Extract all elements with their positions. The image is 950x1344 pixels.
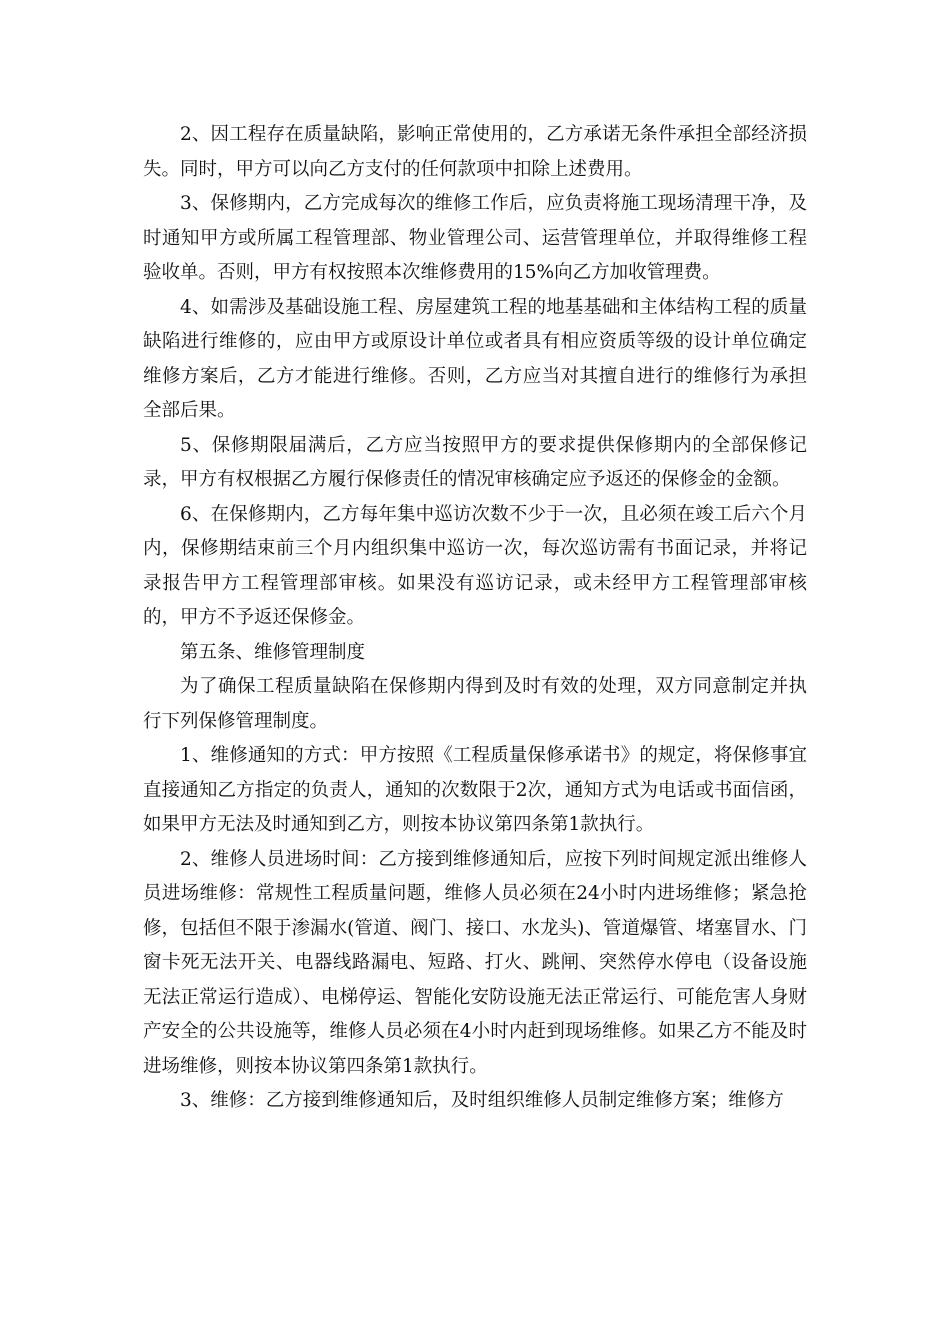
paragraph-clause-3-cleanup: 3、保修期内，乙方完成每次的维修工作后，应负责将施工现场清理干净，及时通知甲方或所属工程管理部、物业管理公司、运营管理单位，并取得维修工程验收单。否则，甲方有权按照本次维修费用的15%向乙方加收管理费。: [143, 193, 807, 283]
paragraph-article-5-intro: 为了确保工程质量缺陷在保修期内得到及时有效的处理，双方同意制定并执行下列保修管理制度。: [143, 676, 807, 732]
section-heading-article-5: 第五条、维修管理制度: [180, 641, 366, 663]
paragraph-arrival-time: 2、维修人员进场时间：乙方接到维修通知后，应按下列时间规定派出维修人员进场维修：常规性工程质量问题，维修人员必须在24小时内进场维修；紧急抢修，包括但不限于渗漏水(管道、阀门、接口、水龙头)、管道爆管、堵塞冒水、门窗卡死无法开关、电器线路漏电、短路、打火、跳闸、突然停水停电（设备设施无法正常运行造成）、电梯停运、智能化安防设施无法正常运行、可能危害人身财产安全的公共设施等，维修人员必须在4小时内赶到现场维修。如果乙方不能及时进场维修，则按本协议第四条第1款执行。: [143, 848, 807, 1077]
paragraph-clause-4-structural: 4、如需涉及基础设施工程、房屋建筑工程的地基基础和主体结构工程的质量缺陷进行维修的，应由甲方或原设计单位或者具有相应资质等级的设计单位确定维修方案后，乙方才能进行维修。否则，乙方应当对其擅自进行的维修行为承担全部后果。: [143, 296, 807, 421]
paragraph-repair: 3、维修：乙方接到维修通知后，及时组织维修人员制定维修方案；维修方: [180, 1090, 784, 1111]
paragraph-clause-2-loss: 2、因工程存在质量缺陷，影响正常使用的，乙方承诺无条件承担全部经济损失。同时，甲方可以向乙方支付的任何款项中扣除上述费用。: [143, 124, 807, 180]
paragraph-clause-6-visits: 6、在保修期内，乙方每年集中巡访次数不少于一次，且必须在竣工后六个月内，保修期结束前三个月内组织集中巡访一次，每次巡访需有书面记录，并将记录报告甲方工程管理部审核。如果没有巡访记录，或未经甲方工程管理部审核的，甲方不予返还保修金。: [143, 503, 807, 628]
paragraph-clause-5-records: 5、保修期限届满后，乙方应当按照甲方的要求提供保修期内的全部保修记录，甲方有权根据乙方履行保修责任的情况审核确定应予返还的保修金的金额。: [143, 434, 807, 490]
document-body: [143, 118, 807, 1119]
paragraph-notice-method: 1、维修通知的方式：甲方按照《工程质量保修承诺书》的规定，将保修事宜直接通知乙方指定的负责人，通知的次数限于2次，通知方式为电话或书面信函，如果甲方无法及时通知到乙方，则按本协议第四条第1款执行。: [143, 745, 807, 835]
